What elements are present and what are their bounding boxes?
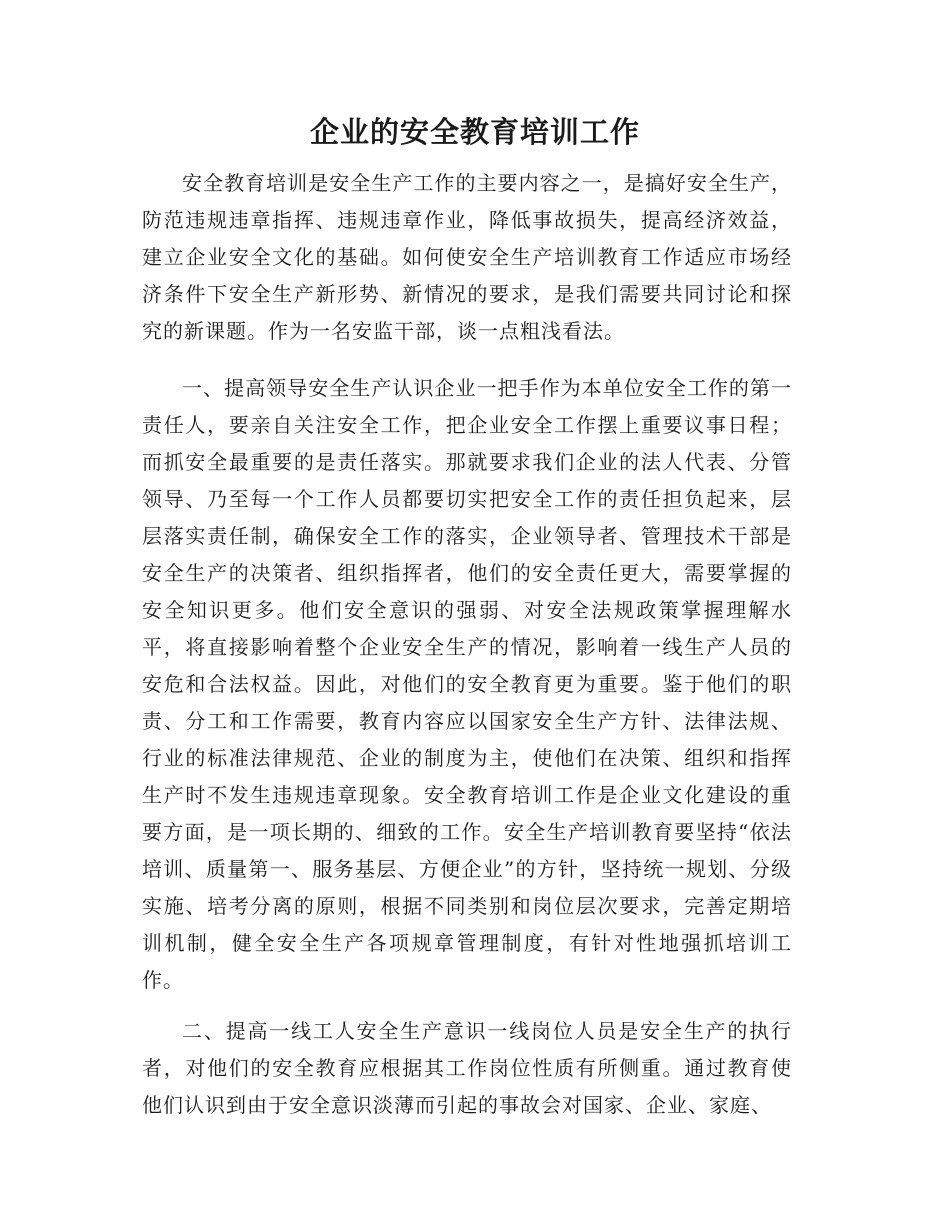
paragraph-section-one: 一、提高领导安全生产认识企业一把手作为本单位安全工作的第一责任人，要亲自关注安全工作，把企业安全工作摆上重要议事日程；而抓安全最重要的是责任落实。那就要求我们企业的法人代表、分管领导、乃至每一个工作人员都要切实把安全工作的责任担负起来，层层落实责任制，确保安全工作的落实，企业领导者、管理技术干部是安全生产的决策者、组织指挥者，他们的安全责任更大，需要掌握的安全知识更多。他们安全意识的强弱、对安全法规政策掌握理解水平，将直接影响着整个企业安全生产的情况，影响着一线生产人员的安危和合法权益。因此，对他们的安全教育更为重要。鉴于他们的职责、分工和工作需要，教育内容应以国家安全生产方针、法律法规、行业的标准法律规范、企业的制度为主，使他们在决策、组织和指挥生产时不发生违规违章现象。安全教育培训工作是企业文化建设的重要方面，是一项长期的、细致的工作。安全生产培训教育要坚持“依法培训、质量第一、服务基层、方便企业”的方针，坚持统一规划、分级实施、培考分离的原则，根据不同类别和岗位层次要求，完善定期培训机制，健全安全生产各项规章管理制度，有针对性地强抓培训工作。	[142, 376, 792, 992]
document-title: 企业的安全教育培训工作	[309, 115, 640, 149]
paragraph-intro: 安全教育培训是安全生产工作的主要内容之一，是搞好安全生产，防范违规违章指挥、违规违章作业，降低事故损失，提高经济效益，建立企业安全文化的基础。如何使安全生产培训教育工作适应市场经济条件下安全生产新形势、新情况的要求，是我们需要共同讨论和探究的新课题。作为一名安监干部，谈一点粗浅看法。	[142, 171, 792, 343]
paragraph-section-two: 二、提高一线工人安全生产意识一线岗位人员是安全生产的执行者，对他们的安全教育应根据其工作岗位性质有所侧重。通过教育使他们认识到由于安全意识淡薄而引起的事故会对国家、企业、家庭、	[142, 1019, 792, 1117]
